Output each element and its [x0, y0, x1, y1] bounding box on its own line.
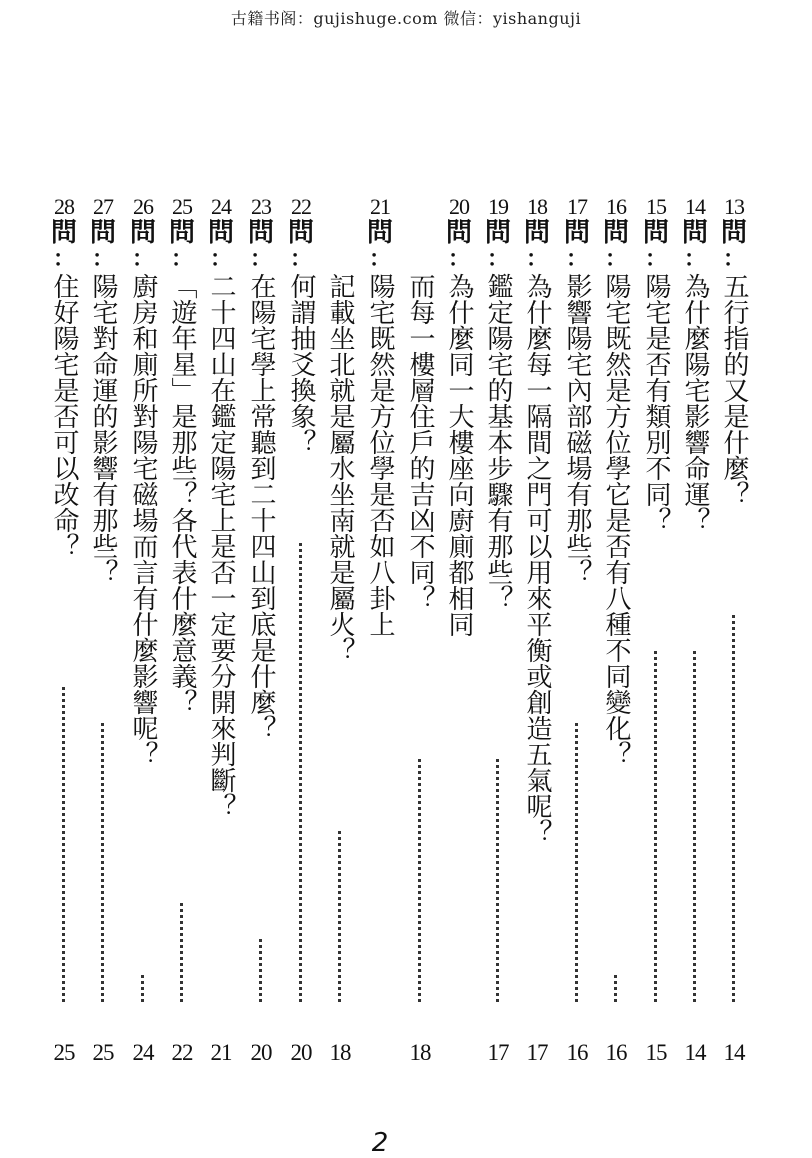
- entry-title: 為什麼同一大樓座向廚廁都相同: [444, 273, 474, 637]
- entry-title: 為什麼每一隔間之門可以用來平衡或創造五氣呢？: [522, 273, 552, 845]
- leader-dots: [418, 759, 421, 1002]
- question-number: 22: [291, 194, 311, 219]
- question-prefix: 問: [523, 218, 550, 248]
- toc-entry[interactable]: [125, 195, 161, 1095]
- entry-title: 何謂抽爻換象？: [286, 273, 316, 455]
- question-colon: ：: [131, 246, 154, 272]
- toc-entry[interactable]: [243, 195, 279, 1095]
- entry-page-number: 14: [723, 1040, 745, 1065]
- question-colon: ：: [683, 246, 706, 272]
- entry-page-number: 18: [409, 1040, 431, 1065]
- entry-page-number: 16: [605, 1040, 627, 1065]
- toc-entry[interactable]: [203, 195, 239, 1095]
- toc-entry[interactable]: [638, 195, 674, 1095]
- leader-dots: [575, 723, 578, 1002]
- toc-entry[interactable]: [716, 195, 752, 1095]
- question-number: 13: [724, 194, 744, 219]
- question-prefix: 問: [445, 218, 472, 248]
- toc-entry[interactable]: [559, 195, 595, 1095]
- entry-title: 二十四山在鑑定陽宅上是否一定要分開來判斷？: [206, 273, 236, 819]
- entry-page-number: 14: [684, 1040, 706, 1065]
- entry-page-number: 17: [487, 1040, 509, 1065]
- entry-page-number: 17: [526, 1040, 548, 1065]
- question-colon: ：: [486, 246, 509, 272]
- watermark: 古籍书阁：gujishuge.com 微信：yishanguji: [230, 9, 582, 28]
- toc-entry[interactable]: [164, 195, 200, 1095]
- question-number: 16: [606, 194, 626, 219]
- toc-entry[interactable]: [85, 195, 121, 1095]
- question-prefix: 問: [563, 218, 590, 248]
- question-colon: ：: [604, 246, 627, 272]
- leader-dots: [654, 651, 657, 1002]
- entry-page-number: 25: [53, 1040, 75, 1065]
- toc-entry[interactable]: [322, 195, 358, 1095]
- question-number: 25: [172, 194, 192, 219]
- question-prefix: 問: [720, 218, 747, 248]
- entry-title: 陽宅既然是方位學它是否有八種不同變化？: [601, 273, 631, 767]
- question-colon: ：: [91, 246, 114, 272]
- toc-entry[interactable]: [598, 195, 634, 1095]
- question-colon: ：: [52, 246, 75, 272]
- entry-title: 鑑定陽宅的基本步驟有那些？: [483, 273, 513, 611]
- toc-entry[interactable]: [441, 195, 477, 1095]
- question-number: 24: [211, 194, 231, 219]
- entry-page-number: 24: [132, 1040, 154, 1065]
- toc-entry[interactable]: [283, 195, 319, 1095]
- question-prefix: 問: [247, 218, 274, 248]
- question-colon: ：: [722, 246, 745, 272]
- leader-dots: [614, 975, 617, 1002]
- question-prefix: 問: [287, 218, 314, 248]
- question-number: 23: [251, 194, 271, 219]
- question-number: 27: [93, 194, 113, 219]
- question-colon: ：: [170, 246, 193, 272]
- question-prefix: 問: [168, 218, 195, 248]
- entry-title: 「遊年星」是那些？各代表什麼意義？: [167, 273, 197, 715]
- question-colon: ：: [249, 246, 272, 272]
- question-colon: ：: [565, 246, 588, 272]
- entry-title: 為什麼陽宅影響命運？: [680, 273, 710, 533]
- entry-title: 陽宅對命運的影響有那些？: [88, 273, 118, 585]
- question-prefix: 問: [89, 218, 116, 248]
- entry-page-number: 18: [329, 1040, 351, 1065]
- question-prefix: 問: [50, 218, 77, 248]
- question-colon: ：: [368, 246, 391, 272]
- question-number: 20: [449, 194, 469, 219]
- question-number: 15: [646, 194, 666, 219]
- question-prefix: 問: [366, 218, 393, 248]
- entry-page-number: 25: [92, 1040, 114, 1065]
- question-colon: ：: [525, 246, 548, 272]
- toc-entry[interactable]: [362, 195, 398, 1095]
- entry-page-number: 20: [250, 1040, 272, 1065]
- question-colon: ：: [447, 246, 470, 272]
- page-number: 2: [371, 1128, 389, 1158]
- leader-dots: [180, 903, 183, 1002]
- entry-title: 而每一樓層住戶的吉凶不同？: [405, 273, 435, 611]
- question-colon: ：: [289, 246, 312, 272]
- question-number: 21: [370, 194, 390, 219]
- question-number: 19: [488, 194, 508, 219]
- toc-entry[interactable]: [519, 195, 555, 1095]
- leader-dots: [141, 975, 144, 1002]
- leader-dots: [259, 939, 262, 1002]
- entry-title: 影響陽宅內部磁場有那些？: [562, 273, 592, 585]
- toc-entry[interactable]: [480, 195, 516, 1095]
- question-colon: ：: [209, 246, 232, 272]
- leader-dots: [338, 831, 341, 1002]
- question-number: 17: [567, 194, 587, 219]
- entry-page-number: 21: [210, 1040, 232, 1065]
- leader-dots: [101, 723, 104, 1002]
- entry-title: 住好陽宅是否可以改命？: [49, 273, 79, 559]
- entry-page-number: 15: [645, 1040, 667, 1065]
- question-colon: ：: [644, 246, 667, 272]
- entry-page-number: 22: [171, 1040, 193, 1065]
- entry-title: 陽宅既然是方位學是否如八卦上: [365, 273, 395, 637]
- question-prefix: 問: [129, 218, 156, 248]
- question-number: 28: [54, 194, 74, 219]
- leader-dots: [732, 615, 735, 1002]
- question-number: 18: [527, 194, 547, 219]
- leader-dots: [62, 687, 65, 1002]
- entry-title: 記載坐北就是屬水坐南就是屬火？: [325, 273, 355, 663]
- toc-entry[interactable]: [46, 195, 82, 1095]
- entry-title: 陽宅是否有類別不同？: [641, 273, 671, 533]
- question-prefix: 問: [484, 218, 511, 248]
- question-prefix: 問: [642, 218, 669, 248]
- toc-entry[interactable]: [677, 195, 713, 1095]
- question-number: 26: [133, 194, 153, 219]
- leader-dots: [693, 651, 696, 1002]
- entry-title: 在陽宅學上常聽到二十四山到底是什麼？: [246, 273, 276, 741]
- question-prefix: 問: [681, 218, 708, 248]
- question-prefix: 問: [207, 218, 234, 248]
- entry-page-number: 20: [290, 1040, 312, 1065]
- entry-page-number: 16: [566, 1040, 588, 1065]
- question-prefix: 問: [602, 218, 629, 248]
- entry-title: 五行指的又是什麼？: [719, 273, 749, 507]
- entry-title: 廚房和廁所對陽宅磁場而言有什麼影響呢？: [128, 273, 158, 767]
- leader-dots: [299, 543, 302, 1002]
- question-number: 14: [685, 194, 705, 219]
- toc-entry[interactable]: [402, 195, 438, 1095]
- leader-dots: [496, 759, 499, 1002]
